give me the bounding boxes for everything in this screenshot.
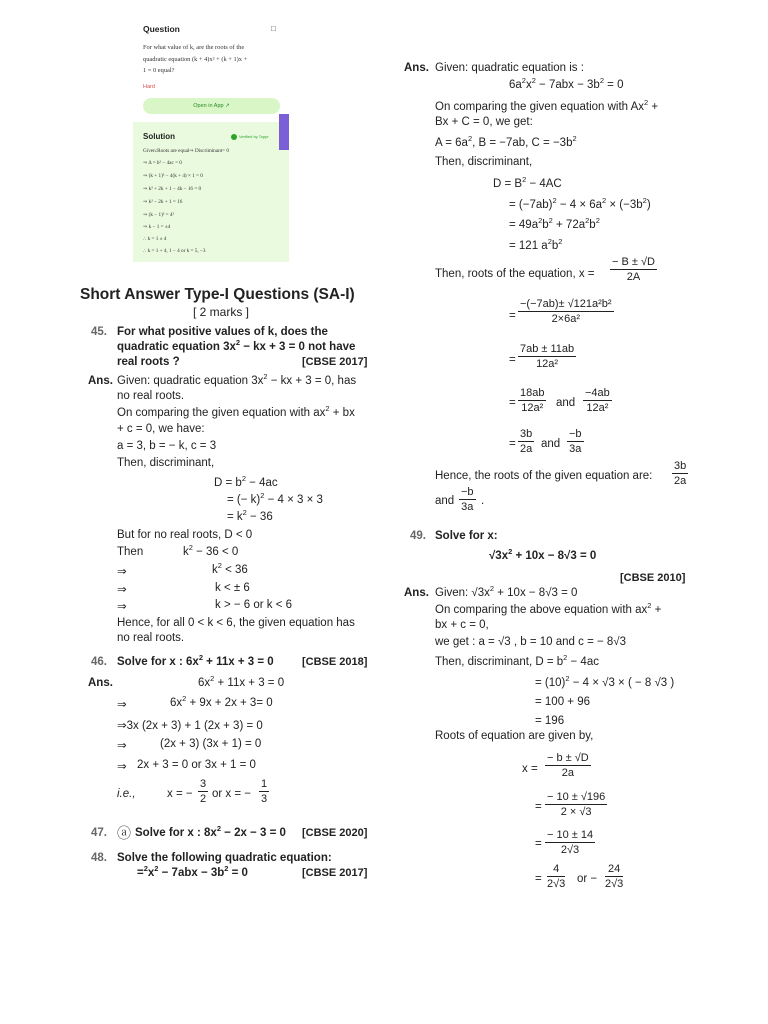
text: D = b <box>214 477 242 489</box>
text: + 10x − 8√3 = 0 <box>512 550 597 562</box>
fraction <box>672 460 688 487</box>
fraction <box>605 863 623 890</box>
and-label: and <box>541 438 561 450</box>
solution-line: ∴ k = 1 ± 4 <box>143 236 167 242</box>
exponent: 2 <box>198 653 203 663</box>
text: k <box>212 564 218 576</box>
exponent: 2 <box>563 653 568 663</box>
and-label: and <box>556 397 576 409</box>
text: + 9x + 2x + 3= 0 <box>186 697 273 709</box>
fraction <box>583 387 612 414</box>
exponent: 2 <box>548 216 553 226</box>
exponent: 2 <box>521 76 526 86</box>
question-card <box>133 18 289 262</box>
and-label: and <box>435 495 455 507</box>
numerator: − b ± √D <box>547 752 589 764</box>
text: + 10x − 8√3 = 0 <box>494 587 578 599</box>
numerator: −4ab <box>585 387 610 399</box>
math-line <box>493 175 562 190</box>
answer-line: Then, discriminant, <box>435 156 533 168</box>
text: = <box>137 867 144 879</box>
answer-line <box>435 584 578 599</box>
implies-arrow: ⇒ <box>117 761 127 773</box>
cbse-reference: [CBSE 2020] <box>302 827 368 839</box>
solution-line: ⇒ k² + 2k + 1 − 4k − 16 = 0 <box>143 186 202 192</box>
fraction <box>259 778 269 805</box>
numerator: − B ± √D <box>612 256 655 268</box>
answer-line: Then <box>117 546 144 558</box>
numerator: 24 <box>605 863 623 877</box>
exponent: 2 <box>467 134 473 144</box>
math-line <box>509 76 624 91</box>
exponent: 2 <box>599 76 604 86</box>
answer-line: bx + c = 0, <box>435 619 489 631</box>
open-in-app-button[interactable]: Open in App ↗ <box>143 98 280 114</box>
denominator: 2a <box>520 443 533 455</box>
numerator: 3b <box>520 428 533 440</box>
equals-sign: = <box>535 801 542 813</box>
text: 6x <box>170 697 183 709</box>
exponent: 2 <box>508 547 513 557</box>
math-line: x = − <box>167 788 193 800</box>
or-label: or − <box>577 873 598 885</box>
numerator: −b <box>569 428 582 440</box>
fraction <box>545 791 607 818</box>
text: + <box>648 101 659 113</box>
text: × (−3b <box>606 199 643 211</box>
numerator: 1 <box>261 778 268 790</box>
math-line: = 196 <box>535 715 565 727</box>
check-icon <box>231 134 237 140</box>
exponent: 2 <box>242 508 247 518</box>
exponent: 2 <box>558 237 563 247</box>
difficulty-badge: Hard <box>143 84 155 90</box>
numerator: 4 <box>547 863 565 877</box>
text: − 36 < 0 <box>192 546 239 558</box>
cbse-reference: [CBSE 2010] <box>620 572 686 584</box>
implies-arrow: ⇒ <box>117 601 127 613</box>
text: + 11x + 3 = 0 <box>202 656 274 668</box>
numerator: −(−7ab)± √121a²b² <box>520 298 612 310</box>
exponent: 2 <box>572 134 577 144</box>
fraction <box>567 428 584 455</box>
denominator: 2√3 <box>547 878 566 890</box>
implies-arrow: ⇒ <box>117 584 127 596</box>
text: = (−7ab) <box>509 199 553 211</box>
solution-box <box>133 122 289 262</box>
denominator: 2 <box>200 793 207 805</box>
math-line: x = <box>522 763 538 775</box>
q48-equation <box>137 864 248 879</box>
text: = 121 a <box>509 240 548 252</box>
text: − kx + 3 = 0, has <box>267 375 357 387</box>
text: = (− k) <box>227 494 261 506</box>
solution-line: ⇒ k² − 2k + 1 = 16 <box>143 199 183 205</box>
math-line <box>509 216 600 231</box>
denominator: 12a² <box>586 402 609 414</box>
solution-line: Given:Roots are equal⇒ Discriminant= 0 <box>143 148 229 154</box>
exponent: 2 <box>210 674 215 684</box>
numerator: −b <box>461 486 474 498</box>
math-line: k < ± 6 <box>215 582 250 594</box>
solution-line: ∴ k = 1 + 4, 1 − 4 or k = 5, −3 <box>143 248 206 254</box>
text: + bx <box>329 407 355 419</box>
solution-line: ⇒ (k + 1)² − 4(k + 4) × 1 = 0 <box>143 173 203 179</box>
answer-label: Ans. <box>88 375 113 387</box>
exponent: 2 <box>642 196 647 206</box>
math-line <box>509 196 651 211</box>
cbse-reference: [CBSE 2017] <box>302 867 368 879</box>
question-number: 49. <box>410 530 426 542</box>
text: − 36 <box>246 511 273 523</box>
text: Then, discriminant, D = b <box>435 656 564 668</box>
denominator: 2√3 <box>560 844 580 856</box>
marks-label: [ 2 marks ] <box>193 305 250 319</box>
denominator: 3 <box>261 793 268 805</box>
text: − 4ac <box>245 477 278 489</box>
q45-text-line <box>117 338 356 353</box>
math-line: ⇒3x (2x + 3) + 1 (2x + 3) = 0 <box>117 720 263 732</box>
q49-text: Solve for x: <box>435 530 498 542</box>
text: − 7abx − 3b <box>158 867 225 879</box>
question-line: 1 = 0 equal? <box>143 67 175 74</box>
text: − 7abx − 3b <box>535 79 600 91</box>
equals-sign: = <box>509 310 516 322</box>
exponent: 2 <box>489 584 495 594</box>
cbse-reference: [CBSE 2017] <box>302 356 368 368</box>
exponent: 2 <box>182 694 187 704</box>
text: x <box>147 867 155 879</box>
solution-line: ⇒ k − 1 = ±4 <box>143 224 171 230</box>
fraction <box>459 486 476 513</box>
math-line <box>535 674 675 689</box>
text: + 11x + 3 = 0 <box>214 677 285 689</box>
question-number: 47. <box>91 827 107 839</box>
q46-text <box>117 653 274 668</box>
text: 6x <box>198 677 211 689</box>
answer-line <box>117 404 355 419</box>
text: b <box>589 219 596 231</box>
math-line: = 100 + 96 <box>535 696 590 708</box>
denominator: 2A <box>626 271 641 283</box>
math-line <box>509 237 563 252</box>
math-line <box>227 491 323 506</box>
math-line <box>170 694 273 709</box>
q45-text-line: For what positive values of k, does the <box>117 326 328 338</box>
numerator: 3b <box>674 460 687 472</box>
circled-a-icon: ⓐ <box>117 825 131 841</box>
text: − 4 × 3 × 3 <box>264 494 323 506</box>
exponent: 2 <box>235 338 241 348</box>
text: − 4 × √3 × ( − 8 √3 ) <box>569 677 675 689</box>
math-line <box>212 561 248 576</box>
answer-line: Roots of equation are given by, <box>435 730 594 742</box>
text: x <box>525 79 532 91</box>
exponent: 2 <box>224 864 229 874</box>
exponent: 2 <box>241 474 246 484</box>
fraction <box>518 428 534 455</box>
text: − 4ac <box>567 656 599 668</box>
solution-line: ⇒ Δ = b² − 4ac = 0 <box>143 160 182 166</box>
numerator: 18ab <box>520 387 545 399</box>
text: = k <box>227 511 243 523</box>
exponent: 2 <box>188 543 193 553</box>
answer-line: Hence, for all 0 < k < 6, the given equation has <box>117 617 355 629</box>
implies-arrow: ⇒ <box>117 566 127 578</box>
denominator: 2 × √3 <box>560 806 592 818</box>
exponent: 2 <box>565 674 570 684</box>
text: b <box>542 219 549 231</box>
fraction <box>610 256 657 283</box>
text: = 0 <box>228 867 248 879</box>
equals-sign: = <box>509 397 516 409</box>
denominator: 2√3 <box>605 878 624 890</box>
denominator: 12a² <box>536 358 559 370</box>
math-line <box>435 134 577 149</box>
cbse-reference: [CBSE 2018] <box>302 656 368 668</box>
period: . <box>481 495 485 507</box>
solution-line: ⇒ (k − 1)² = 4² <box>143 212 175 218</box>
text: Given: √3x <box>435 587 490 599</box>
q48-text: Solve the following quadratic equation: <box>117 852 332 864</box>
question-text <box>143 42 283 77</box>
math-line <box>214 474 278 489</box>
exponent: 2 <box>263 372 268 382</box>
text: k <box>183 546 189 558</box>
numerator: 7ab ± 11ab <box>520 343 575 355</box>
exponent: 2 <box>143 864 148 874</box>
math-line <box>183 543 239 558</box>
answer-line: Bx + C = 0, we get: <box>435 116 533 128</box>
denominator: 2a <box>674 475 687 487</box>
answer-line: no real roots. <box>117 632 185 644</box>
bookmark-icon[interactable]: □ <box>271 24 276 33</box>
text: = (10) <box>535 677 566 689</box>
fraction <box>545 752 591 779</box>
question-number: 46. <box>91 656 107 668</box>
denominator: 2a <box>561 767 574 779</box>
question-number: 48. <box>91 852 107 864</box>
equals-sign: = <box>535 838 542 850</box>
text: Solve for x : 8x <box>135 827 217 839</box>
denominator: 3a <box>569 443 582 455</box>
text: − 2x − 3 = 0 <box>220 827 286 839</box>
text: + <box>651 604 662 616</box>
math-line <box>198 674 285 689</box>
text: − 4AC <box>526 178 562 190</box>
exponent: 2 <box>552 196 557 206</box>
side-badge[interactable] <box>279 114 289 150</box>
denominator: 2×6a² <box>551 313 581 325</box>
numerator: 3 <box>200 778 207 790</box>
numerator: − 10 ± √196 <box>547 791 606 803</box>
text: D = B <box>493 178 523 190</box>
text: Given: quadratic equation 3x <box>117 375 264 387</box>
answer-line: But for no real roots, D < 0 <box>117 529 253 541</box>
exponent: 2 <box>154 864 159 874</box>
answer-line: Given: quadratic equation is : <box>435 62 584 74</box>
implies-arrow: ⇒ <box>117 740 127 752</box>
text: < 36 <box>221 564 248 576</box>
exponent: 2 <box>531 76 536 86</box>
equals-sign: = <box>509 438 516 450</box>
equals-sign: = <box>509 354 516 366</box>
q47-text <box>135 824 286 839</box>
answer-label: Ans. <box>88 677 113 689</box>
math-line: (2x + 3) (3x + 1) = 0 <box>160 738 262 750</box>
verified-badge <box>231 134 269 140</box>
answer-line <box>435 98 659 113</box>
denominator: 3a <box>461 501 474 513</box>
math-line: or x = − <box>212 788 251 800</box>
text: − kx + 3 = 0 not have <box>240 341 356 353</box>
text: On comparing the given equation with ax <box>117 407 326 419</box>
text: Solve for x : 6x <box>117 656 199 668</box>
answer-line <box>435 653 599 668</box>
equals-sign: = <box>535 873 542 885</box>
exponent: 2 <box>647 601 652 611</box>
text: ) <box>646 199 651 211</box>
fraction <box>518 343 576 370</box>
text: A = 6a <box>435 137 468 149</box>
section-heading: Short Answer Type-I Questions (SA-I) <box>80 286 355 303</box>
answer-line: Hence, the roots of the given equation are: <box>435 470 653 482</box>
math-line: 2x + 3 = 0 or 3x + 1 = 0 <box>137 759 256 771</box>
text: On comparing the above equation with ax <box>435 604 648 616</box>
text: quadratic equation 3x <box>117 341 236 353</box>
exponent: 2 <box>602 196 607 206</box>
text: + 72a <box>552 219 586 231</box>
text: , B = −7ab, C = −3b <box>472 137 573 149</box>
exponent: 2 <box>216 824 221 834</box>
math-line <box>227 508 273 523</box>
fraction <box>545 829 595 856</box>
answer-line: + c = 0, we have: <box>117 423 205 435</box>
answer-line: no real roots. <box>117 390 185 402</box>
question-number: 45. <box>91 326 107 338</box>
fraction <box>518 387 546 414</box>
answer-label: Ans. <box>404 587 429 599</box>
exponent: 2 <box>538 216 543 226</box>
text: √3x <box>489 550 509 562</box>
fraction <box>518 298 614 325</box>
exponent: 2 <box>260 491 265 501</box>
fraction <box>198 778 208 805</box>
denominator: 12a² <box>521 402 544 414</box>
question-line: quadratic equation (k + 4)x² + (k + 1)x + <box>143 55 248 63</box>
q45-text-line: real roots ? <box>117 356 180 368</box>
answer-line: Then, discriminant, <box>117 457 215 469</box>
exponent: 2 <box>644 98 649 108</box>
math-line: k > − 6 or k < 6 <box>215 599 293 611</box>
exponent: 2 <box>547 237 552 247</box>
answer-line: Then, roots of the equation, x = <box>435 268 595 280</box>
exponent: 2 <box>217 561 222 571</box>
answer-line <box>117 372 357 387</box>
exponent: 2 <box>522 175 527 185</box>
question-label: Question <box>143 24 180 34</box>
answer-line <box>435 601 662 616</box>
numerator: − 10 ± 14 <box>547 829 594 841</box>
fraction <box>547 863 565 890</box>
text: − 4 × 6a <box>556 199 603 211</box>
text: b <box>551 240 559 252</box>
exponent: 2 <box>325 404 330 414</box>
text: = 49a <box>509 219 539 231</box>
ie-label: i.e., <box>117 788 136 800</box>
exponent: 2 <box>595 216 600 226</box>
solution-label: Solution <box>143 132 175 141</box>
answer-label: Ans. <box>404 62 429 74</box>
answer-line: a = 3, b = − k, c = 3 <box>117 440 217 452</box>
exponent: 2 <box>585 216 590 226</box>
text: 6a <box>509 79 522 91</box>
verified-label: Verified by Toppr <box>239 134 269 140</box>
text: On comparing the given equation with Ax <box>435 101 645 113</box>
answer-line: we get : a = √3 , b = 10 and c = − 8√3 <box>435 636 627 648</box>
text: = 0 <box>603 79 624 91</box>
question-line: For what value of k, are the roots of the <box>143 44 245 51</box>
implies-arrow: ⇒ <box>117 699 127 711</box>
q49-equation <box>489 547 597 562</box>
